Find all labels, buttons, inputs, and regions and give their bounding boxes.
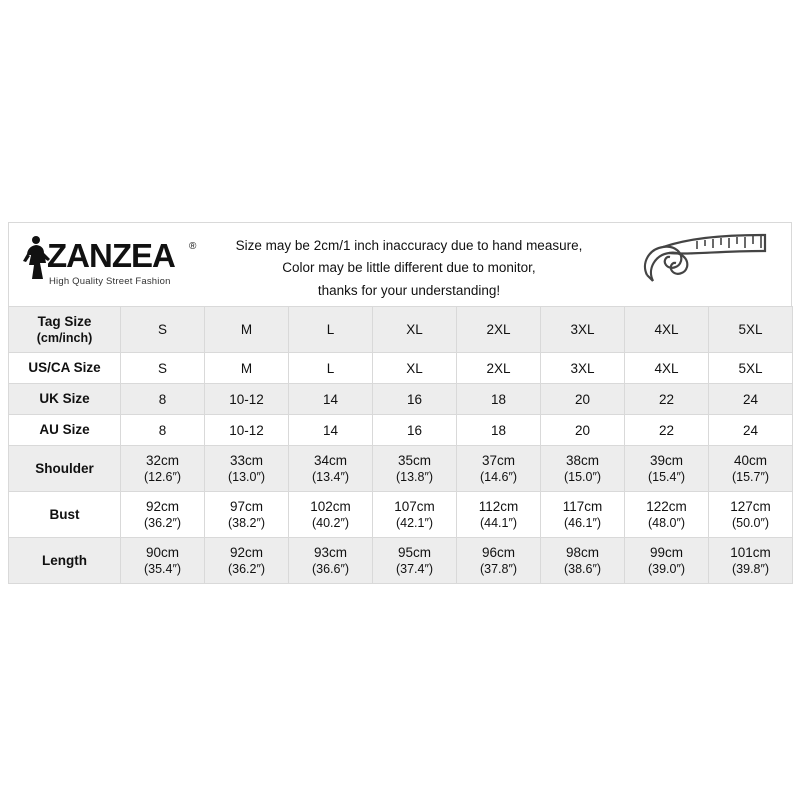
measurement-notice: [209, 235, 609, 302]
row-label: Length: [9, 538, 121, 584]
chart-header: [8, 222, 792, 306]
table-cell: 20: [541, 415, 625, 446]
table-cell: 92cm (36.2″): [121, 492, 205, 538]
table-cell: 10-12: [205, 415, 289, 446]
table-cell: 22: [625, 415, 709, 446]
table-cell: M: [205, 307, 289, 353]
notice-line-1: Size may be 2cm/1 inch inaccuracy due to hand measure,: [235, 238, 583, 253]
table-cell: 112cm (44.1″): [457, 492, 541, 538]
table-cell: 97cm (38.2″): [205, 492, 289, 538]
table-row: [9, 492, 793, 538]
table-cell: 40cm (15.7″): [709, 446, 793, 492]
size-chart-card: [8, 222, 792, 584]
table-cell: 14: [289, 415, 373, 446]
table-cell: 8: [121, 415, 205, 446]
size-chart-table: [8, 306, 793, 584]
measuring-tape-icon: [639, 229, 769, 293]
table-cell: 3XL: [541, 353, 625, 384]
table-row: [9, 353, 793, 384]
row-label: AU Size: [9, 415, 121, 446]
row-label: Bust: [9, 492, 121, 538]
table-cell: 127cm (50.0″): [709, 492, 793, 538]
table-cell: 99cm (39.0″): [625, 538, 709, 584]
brand-tagline: High Quality Street Fashion: [49, 276, 171, 287]
table-cell: 102cm (40.2″): [289, 492, 373, 538]
table-cell: 16: [373, 384, 457, 415]
table-cell: 95cm (37.4″): [373, 538, 457, 584]
table-cell: 4XL: [625, 307, 709, 353]
table-cell: 96cm (37.8″): [457, 538, 541, 584]
table-cell: 98cm (38.6″): [541, 538, 625, 584]
table-cell: 101cm (39.8″): [709, 538, 793, 584]
table-cell: 117cm (46.1″): [541, 492, 625, 538]
brand-logo: [19, 233, 209, 299]
table-cell: 32cm (12.6″): [121, 446, 205, 492]
table-row: [9, 384, 793, 415]
notice-line-3: thanks for your understanding!: [317, 282, 501, 298]
table-row: [9, 446, 793, 492]
table-cell: 122cm (48.0″): [625, 492, 709, 538]
table-row: [9, 307, 793, 353]
row-label: Tag Size (cm/inch): [9, 307, 121, 353]
table-cell: 18: [457, 415, 541, 446]
table-cell: S: [121, 307, 205, 353]
table-cell: 34cm (13.4″): [289, 446, 373, 492]
table-cell: 107cm (42.1″): [373, 492, 457, 538]
table-cell: 16: [373, 415, 457, 446]
table-cell: S: [121, 353, 205, 384]
table-cell: 37cm (14.6″): [457, 446, 541, 492]
table-cell: 39cm (15.4″): [625, 446, 709, 492]
row-label: US/CA Size: [9, 353, 121, 384]
table-cell: M: [205, 353, 289, 384]
notice-line-2: Color may be little different due to monitor,: [282, 260, 536, 276]
table-row: [9, 538, 793, 584]
table-cell: 3XL: [541, 307, 625, 353]
table-cell: XL: [373, 353, 457, 384]
table-cell: 18: [457, 384, 541, 415]
table-cell: XL: [373, 307, 457, 353]
table-cell: 5XL: [709, 307, 793, 353]
table-cell: L: [289, 353, 373, 384]
table-cell: 20: [541, 384, 625, 415]
table-row: [9, 415, 793, 446]
brand-registered-mark: ®: [189, 241, 197, 252]
row-label: Shoulder: [9, 446, 121, 492]
table-cell: 92cm (36.2″): [205, 538, 289, 584]
row-label: UK Size: [9, 384, 121, 415]
table-cell: 38cm (15.0″): [541, 446, 625, 492]
table-cell: 93cm (36.6″): [289, 538, 373, 584]
table-cell: 14: [289, 384, 373, 415]
table-cell: 24: [709, 384, 793, 415]
table-cell: 8: [121, 384, 205, 415]
table-cell: 5XL: [709, 353, 793, 384]
table-cell: 90cm (35.4″): [121, 538, 205, 584]
table-cell: 10-12: [205, 384, 289, 415]
table-cell: 4XL: [625, 353, 709, 384]
table-cell: 24: [709, 415, 793, 446]
table-cell: L: [289, 307, 373, 353]
table-cell: 2XL: [457, 307, 541, 353]
table-cell: 35cm (13.8″): [373, 446, 457, 492]
table-cell: 2XL: [457, 353, 541, 384]
table-cell: 22: [625, 384, 709, 415]
brand-name: ZANZEA: [47, 237, 175, 274]
table-cell: 33cm (13.0″): [205, 446, 289, 492]
